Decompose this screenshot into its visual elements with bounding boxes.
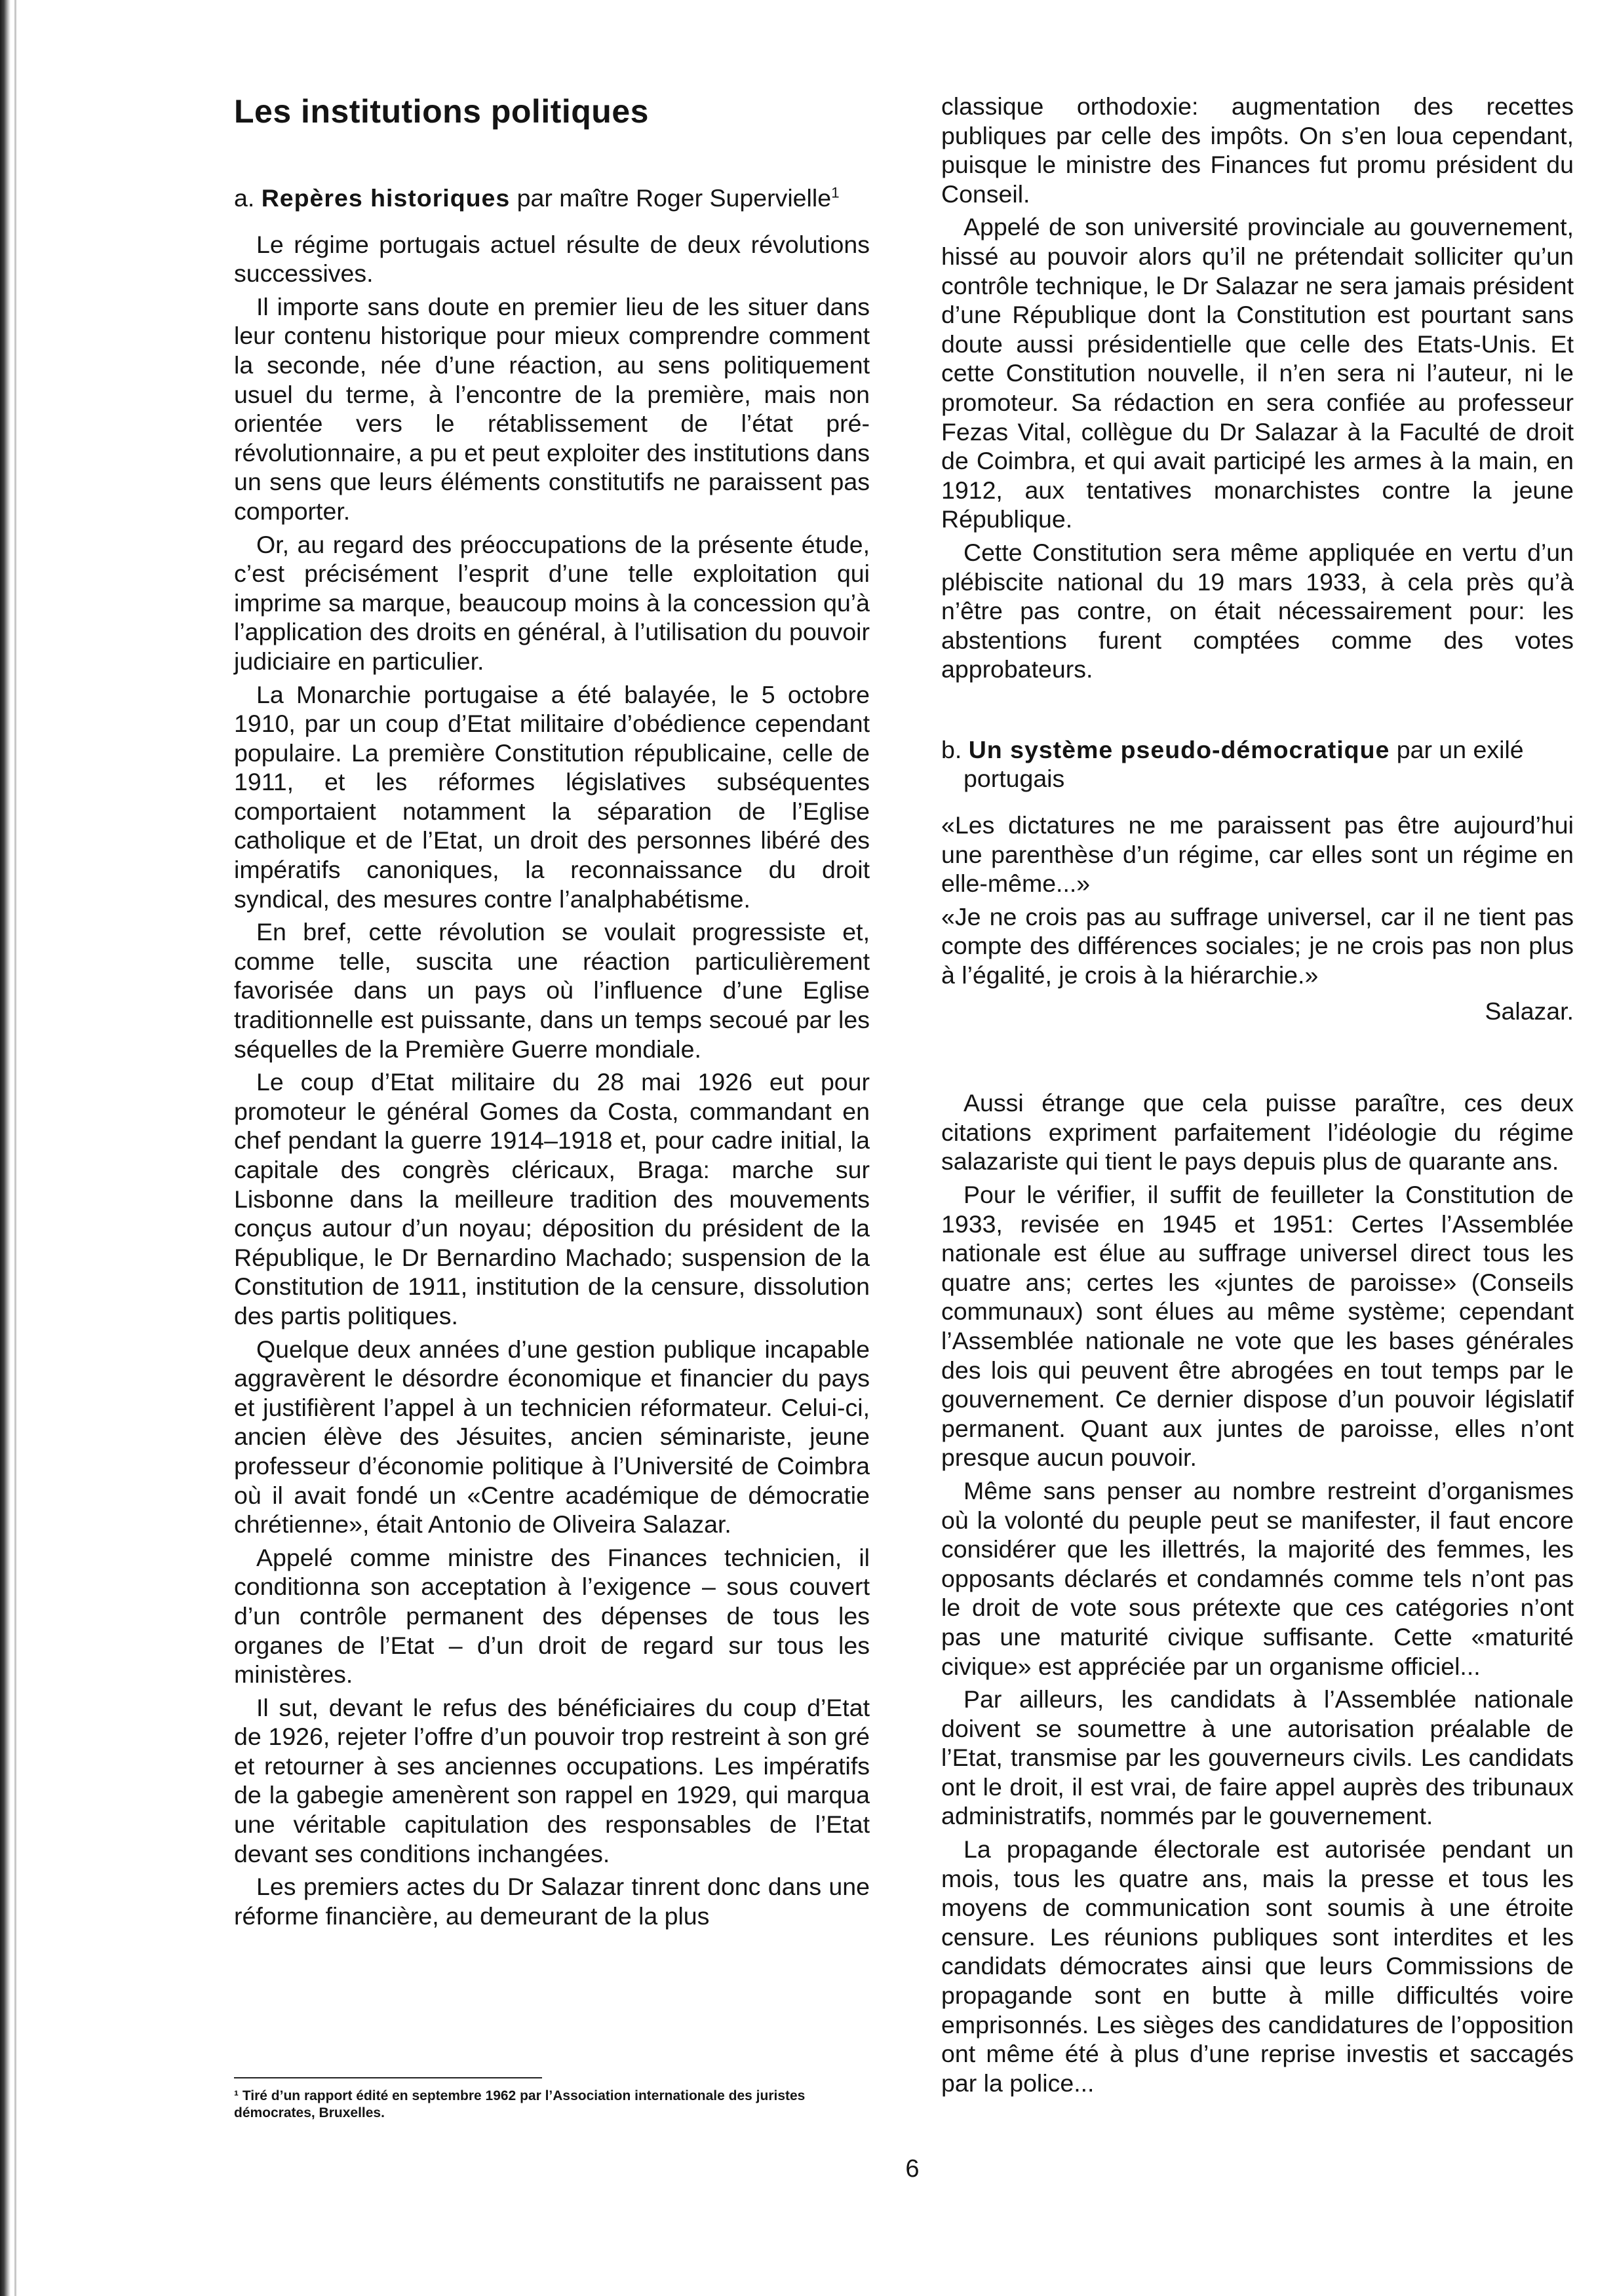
page-title: Les institutions politiques [234,93,649,130]
page-number: 6 [905,2155,920,2183]
section-a-heading [234,183,870,213]
right-body-text-a [941,212,1574,684]
page-binding-edge [0,0,10,2296]
paragraph: Par ailleurs, les candidats à l’Assemblée nationale doivent se soumettre à une autorisation préalable de l’Etat, transmise par les gouverneurs civils. Les candidats ont le droit, il est vrai, de faire appel auprès des tribunaux administratifs, nommés par le gouvernement. [941,1685,1574,1830]
right-column [941,92,1574,2101]
section-b-marker: b. [941,735,962,763]
quote: «Les dictatures ne me paraissent pas être aujourd’hui une parenthèse d’un régime, car elles sont un régime en elle-même...» [941,811,1574,898]
footnote-rule [234,2077,542,2078]
paragraph: Même sans penser au nombre restreint d’organismes où la volonté du peuple peut se manifester, il faut encore considérer que les illettrés, la majorité des femmes, les opposants déclarés et condamnés comme tels n’ont pas le droit de vote sous prétexte que ces catégories n’ont pas une maturité civique suffisante. Cette «maturité civique» est appréciée par un organisme officiel... [941,1476,1574,1680]
paragraph: Cette Constitution sera même appliquée en vertu d’un plébiscite national du 19 mars 1933, à cela près qu’à n’être pas contre, on était nécessairement pour: les abstentions furent comptées comme des votes approbateurs. [941,538,1574,683]
section-b-heading [941,735,1574,794]
quote-attribution: Salazar. [1485,997,1574,1025]
continued-paragraph: classique orthodoxie: augmentation des recettes publiques par celle des impôts. On s’en loua cependant, puisque le ministre des Finances fut promu président du Conseil. [941,92,1574,208]
section-a-marker: a. [234,184,255,212]
paragraph: La Monarchie portugaise a été balayée, le 5 octobre 1910, par un coup d’Etat militaire d’obédience cependant populaire. La première Constitution républicaine, celle de 1911, et les réformes législatives subséquentes comportaient notamment la séparation de l’Eglise catholique et de l’Etat, un droit des personnes libéré des impératifs canoniques, la reconnaissance du droit syndical, des mesures contre l’analphabétisme. [234,680,870,913]
section-b-title: Un système pseudo-démocratique [968,735,1390,763]
paragraph: La propagande électorale est autorisée pendant un mois, tous les quatre ans, mais la presse et tous les moyens de communication sont soumis à une étroite censure. Les réunions publiques sont interdites et les candidats démocrates ainsi que leurs Commissions de propagande sont en butte à mille difficultés voire emprisonnés. Les sièges des candidatures de l’opposition ont même été à plus d’une reprise investis et saccagés par la police... [941,1835,1574,2097]
paragraph: Quelque deux années d’une gestion publique incapable aggravèrent le désordre économique et financier du pays et justifièrent l’appel à un technicien réformateur. Celui-ci, ancien élève des Jésuites, ancien séminariste, jeune professeur d’économie politique à l’Université de Coimbra où il avait fondé un «Centre académique de démocratie chrétienne», était Antonio de Oliveira Salazar. [234,1335,870,1539]
paragraph: Les premiers actes du Dr Salazar tinrent donc dans une réforme financière, au demeurant de la plus [234,1873,870,1930]
right-body-text-b [941,1088,1574,2097]
paragraph: Appelé comme ministre des Finances technicien, il conditionna son acceptation à l’exigence – sous couvert d’un contrôle permanent des dépenses de tous les organes de l’Etat – d’un droit de regard sur tous les ministères. [234,1543,870,1689]
footnote-reference: 1 [831,184,840,201]
section-a-byline: par maître Roger Supervielle [510,184,832,212]
footnote: ¹ Tiré d’un rapport édité en septembre 1962 par l’Association internationale des juristes démocrates, Bruxelles. [234,2088,806,2120]
left-column [234,92,870,1934]
paragraph: En bref, cette révolution se voulait progressiste et, comme telle, suscita une réaction particulièrement favorisée dans un pays où l’influence d’une Eglise traditionnelle est puissante, dans un temps secoué par les séquelles de la Première Guerre mondiale. [234,918,870,1063]
section-a-title: Repères historiques [261,184,511,212]
paragraph: Or, au regard des préoccupations de la présente étude, c’est précisément l’esprit d’une telle exploitation qui imprime sa marque, beaucoup moins à la concession qu’à l’application des droits en général, à l’utilisation du pouvoir judiciaire en particulier. [234,530,870,675]
paragraph: Aussi étrange que cela puisse paraître, ces deux citations expriment parfaitement l’idéologie du régime salazariste qui tient le pays depuis plus de quarante ans. [941,1089,1574,1176]
paragraph: Il importe sans doute en premier lieu de les situer dans leur contenu historique pour mieux comprendre comment la seconde, née d’une réaction, au sens politiquement usuel du terme, à l’encontre de la première, mais non orientée vers le rétablissement de l’état pré-révolutionnaire, a pu et peut exploiter des institutions dans un sens que leurs éléments constitutifs ne paraissent pas comporter. [234,292,870,525]
section-b-byline: par un exilé portugais [963,735,1524,793]
binding-crease [14,0,16,2296]
paragraph: Appelé de son université provinciale au gouvernement, hissé au pouvoir alors qu’il ne prétendait solliciter qu’un contrôle technique, le Dr Salazar ne sera jamais président d’une République dont la Constitution est pourtant sans doute aussi présidentielle que celle des Etats-Unis. Et cette Constitution nouvelle, il n’en sera ni l’auteur, ni le promoteur. Sa rédaction en sera confiée au professeur Fezas Vital, collègue du Dr Salazar à la Faculté de droit de Coimbra, et qui avait participé les armes à la main, en 1912, aux tentatives monarchistes contre la jeune République. [941,213,1574,533]
quote: «Je ne crois pas au suffrage universel, car il ne tient pas compte des différences sociales; je ne crois pas non plus à l’égalité, je crois à la hiérarchie.» [941,902,1574,989]
epigraph-quotes [941,811,1574,990]
paragraph: Le coup d’Etat militaire du 28 mai 1926 eut pour promoteur le général Gomes da Costa, commandant en chef pendant la guerre 1914–1918 et, pour cadre initial, la capitale des congrès cléricaux, Braga: marche sur Lisbonne dans la meilleure tradition des mouvements conçus autour d’un noyau; déposition du président de la République, le Dr Bernardino Machado; suspension de la Constitution de 1911, institution de la censure, dissolution des partis politiques. [234,1068,870,1330]
paragraph: Pour le vérifier, il suffit de feuilleter la Constitution de 1933, revisée en 1945 et 1951: Certes l’Assemblée nationale est élue au suffrage universel direct tous les quatre ans; certes les «juntes de paroisse» (Conseils communaux) sont élues au même système; cependant l’Assemblée nationale ne vote que les bases générales des lois qui peuvent être abrogées en tout temps par le gouvernement. Ce dernier dispose d’un pouvoir législatif permanent. Quant aux juntes de paroisse, elles n’ont presque aucun pouvoir. [941,1181,1574,1472]
paragraph: Il sut, devant le refus des bénéficiaires du coup d’Etat de 1926, rejeter l’offre d’un pouvoir trop restreint à son gré et retourner à ses anciennes occupations. Les impératifs de la gabegie amenèrent son rappel en 1929, qui marqua une véritable capitulation des responsables de l’Etat devant ses conditions inchangées. [234,1693,870,1867]
paragraph: Le régime portugais actuel résulte de deux révolutions successives. [234,230,870,288]
left-body-text [234,230,870,1931]
